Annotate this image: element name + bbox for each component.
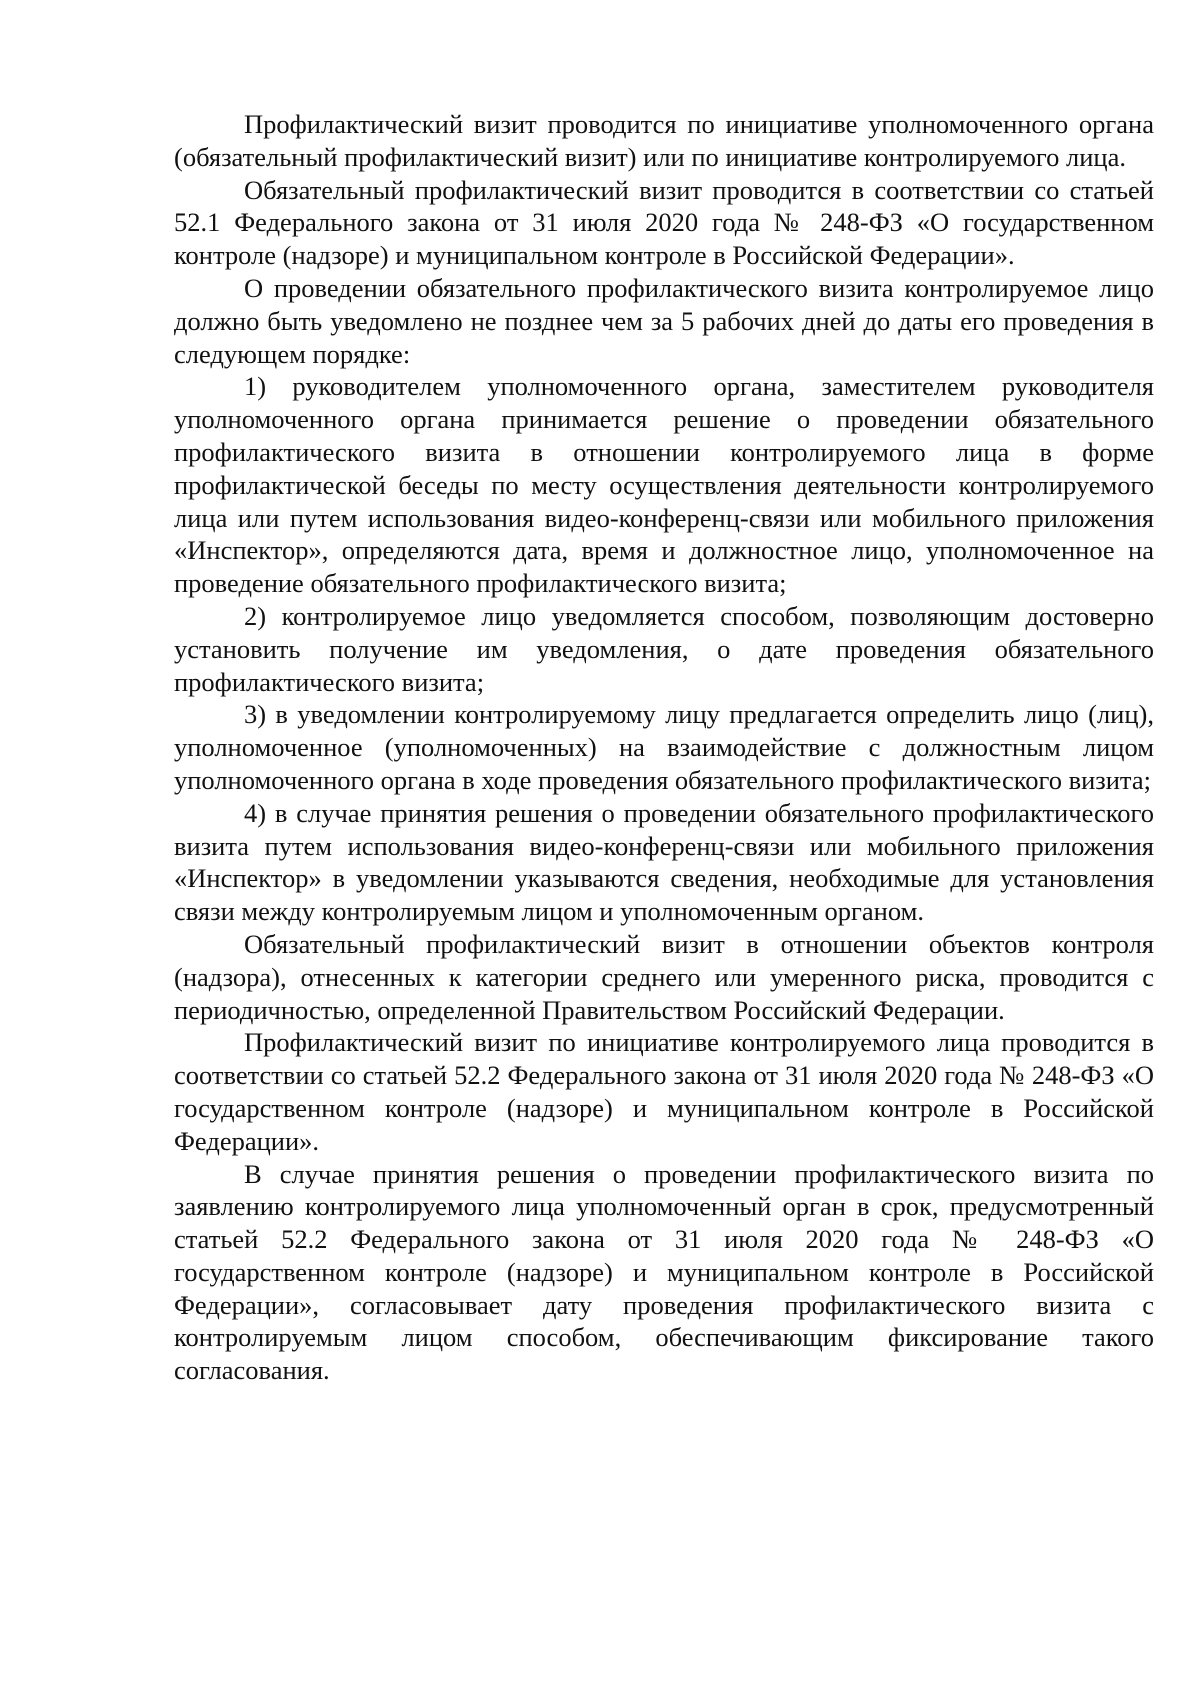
list-item-4: 4) в случае принятия решения о проведении обязательного профилактического визита путем использования видео-конференц-связи или мобильного приложения «Инспектор» в уведомлении указываются сведения, необходимые для установления связи между контролируемым лицом и уполномоченным органом.	[174, 797, 1154, 927]
list-item-1: 1) руководителем уполномоченного органа, заместителем руководителя уполномоченного органа принимается решение о проведении обязательного профилактического визита в отношении контролируемого лица в форме профилактической беседы по месту осуществления деятельности контролируемого лица или путем использования видео-конференц-связи или мобильного приложения «Инспектор», определяются дата, время и должностное лицо, уполномоченное на проведение обязательного профилактического визита;	[174, 371, 1154, 599]
paragraph-visit-initiative: Профилактический визит проводится по инициативе уполномоченного органа (обязательный профилактический визит) или по инициативе контролируемого лица.	[174, 109, 1154, 172]
list-item-2: 2) контролируемое лицо уведомляется способом, позволяющим достоверно установить получение им уведомления, о дате проведения обязательного профилактического визита;	[174, 600, 1154, 697]
list-item-3: 3) в уведомлении контролируемому лицу предлагается определить лицо (лиц), уполномоченное (уполномоченных) на взаимодействие с должностным лицом уполномоченного органа в ходе проведения обязательного профилактического визита;	[174, 699, 1154, 795]
paragraph-controlled-person-initiative: Профилактический визит по инициативе контролируемого лица проводится в соответствии со статьей 52.2 Федерального закона от 31 июля 2020 года № 248-ФЗ «О государственном контроле (надзоре) и муниципальном контроле в Российской Федерации».	[174, 1027, 1154, 1156]
paragraph-notification-order: О проведении обязательного профилактического визита контролируемое лицо должно быть уведомлено не позднее чем за 5 рабочих дней до даты его проведения в следующем порядке:	[174, 272, 1154, 369]
paragraph-date-agreement: В случае принятия решения о проведении профилактического визита по заявлению контролируемого лица уполномоченный орган в срок, предусмотренный статьей 52.2 Федерального закона от 31 июля 2020 года № 248-ФЗ «О государственном контроле (надзоре) и муниципальном контроле в Российской Федерации», согласовывает дату проведения профилактического визита с контролируемым лицом способом, обеспечивающим фиксирование такого согласования.	[174, 1158, 1154, 1386]
document-page	[174, 108, 1154, 1387]
paragraph-mandatory-visit-law: Обязательный профилактический визит проводится в соответствии со статьей 52.1 Федерального закона от 31 июля 2020 года № 248-ФЗ «О государственном контроле (надзоре) и муниципальном контроле в Российской Федерации».	[174, 174, 1154, 271]
paragraph-periodicity: Обязательный профилактический визит в отношении объектов контроля (надзора), отнесенных к категории среднего или умеренного риска, проводится с периодичностью, определенной Правительством Российский Федерации.	[174, 928, 1154, 1025]
